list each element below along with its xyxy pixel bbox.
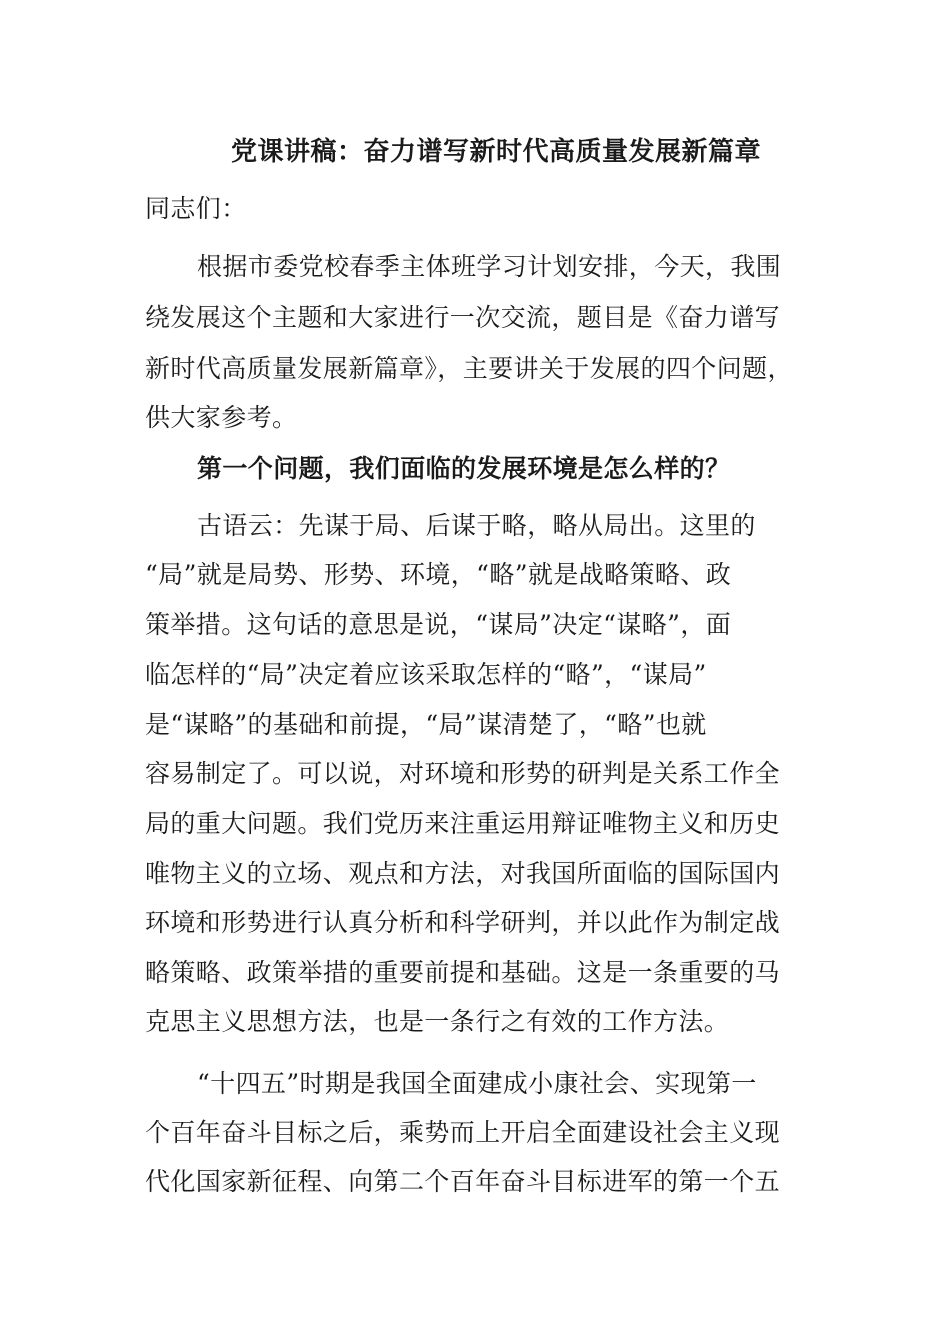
paragraph-line: “局”就是局势、形势、环境，“略”就是战略策略、政: [145, 560, 732, 589]
section-heading: 第一个问题，我们面临的发展环境是怎么样的？: [197, 454, 731, 483]
paragraph-line: 根据市委党校春季主体班学习计划安排，今天，我围: [197, 252, 782, 281]
paragraph-line: “十四五”时期是我国全面建成小康社会、实现第一: [197, 1069, 757, 1098]
paragraph-line: 是“谋略”的基础和前提，“局”谋清楚了，“略”也就: [145, 710, 707, 739]
paragraph-line: 新时代高质量发展新篇章》，主要讲关于发展的四个问题，: [145, 354, 793, 383]
document-title: 党课讲稿：奋力谱写新时代高质量发展新篇章: [231, 137, 762, 167]
paragraph-line: 供大家参考。: [145, 403, 298, 432]
paragraph-line: 唯物主义的立场、观点和方法，对我国所面临的国际国内: [145, 859, 781, 888]
paragraph-line: 容易制定了。可以说，对环境和形势的研判是关系工作全: [145, 759, 781, 788]
paragraph-line: 环境和形势进行认真分析和科学研判，并以此作为制定战: [145, 908, 781, 937]
paragraph-line: 古语云：先谋于局、后谋于略，略从局出。这里的: [197, 511, 756, 540]
paragraph-line: 略策略、政策举措的重要前提和基础。这是一条重要的马: [145, 958, 781, 987]
paragraph-line: 克思主义思想方法，也是一条行之有效的工作方法。: [145, 1007, 730, 1036]
paragraph-line: 绕发展这个主题和大家进行一次交流，题目是《奋力谱写: [145, 303, 781, 332]
salutation: 同志们：: [145, 194, 247, 223]
paragraph-line: 局的重大问题。我们党历来注重运用辩证唯物主义和历史: [145, 809, 781, 838]
paragraph-line: 代化国家新征程、向第二个百年奋斗目标进军的第一个五: [145, 1167, 781, 1196]
paragraph-line: 策举措。这句话的意思是说，“谋局”决定“谋略”，面: [145, 610, 732, 639]
paragraph-line: 个百年奋斗目标之后，乘势而上开启全面建设社会主义现: [145, 1118, 781, 1147]
paragraph-line: 临怎样的“局”决定着应该采取怎样的“略”，“谋局”: [145, 660, 707, 689]
